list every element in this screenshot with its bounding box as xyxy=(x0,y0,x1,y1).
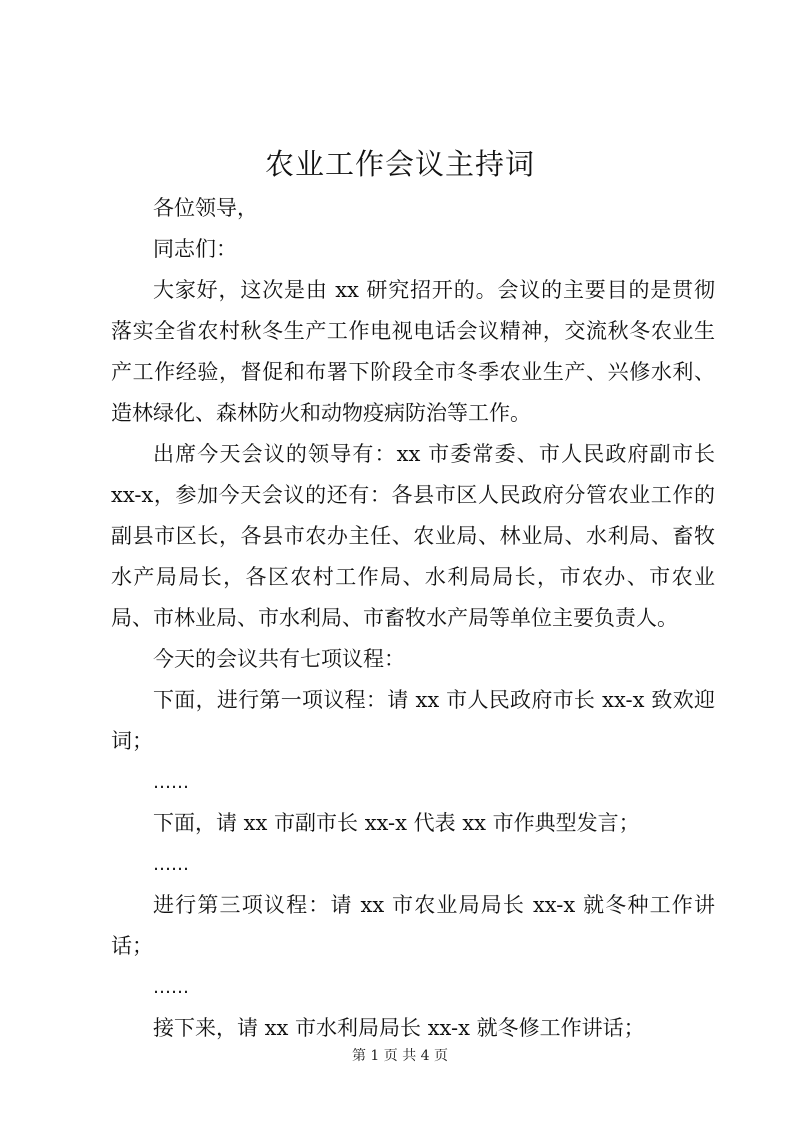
paragraph-agenda-item-4: 接下来，请 xx 市水利局局长 xx-x 就冬修工作讲话； xyxy=(153,1016,645,1040)
ellipsis-3: …… xyxy=(153,977,189,998)
ellipsis-2: …… xyxy=(153,854,189,875)
document-title: 农业工作会议主持词 xyxy=(264,147,535,181)
paragraph-agenda-item-2: 下面，请 xx 市副市长 xx-x 代表 xx 市作典型发言； xyxy=(153,811,640,835)
paragraph-agenda-item-3: 进行第三项议程：请 xx 市农业局局长 xx-x 就冬种工作讲话； xyxy=(111,893,715,958)
paragraph-attendees: 出席今天会议的领导有：xx 市委常委、市人民政府副市长 xx-x，参加今天会议的还有：各县市区人民政府分管农业工作的副县市区长，各县市农办主任、农业局、林业局、水利局、畜牧水产局局长，各区农村工作局、水利局局长，市农办、市农业局、市林业局、市水利局、市畜牧水产局等单位主要负责人。 xyxy=(111,442,715,630)
document-body xyxy=(111,188,715,1049)
page-number-footer: 第 1 页 共 4 页 xyxy=(351,1048,449,1064)
ellipsis-1: …… xyxy=(153,772,189,793)
paragraph-agenda-intro: 今天的会议共有七项议程： xyxy=(153,647,405,671)
paragraph-agenda-item-1: 下面，进行第一项议程：请 xx 市人民政府市长 xx-x 致欢迎词； xyxy=(111,688,715,753)
paragraph-meeting-purpose: 大家好，这次是由 xx 研究招开的。会议的主要目的是贯彻落实全省农村秋冬生产工作电视电话会议精神，交流秋冬农业生产工作经验，督促和布署下阶段全市冬季农业生产、兴修水利、造林绿化、森林防火和动物疫病防治等工作。 xyxy=(111,278,715,425)
greeting-comrades: 同志们： xyxy=(153,237,237,261)
greeting-leaders: 各位领导， xyxy=(153,196,258,220)
